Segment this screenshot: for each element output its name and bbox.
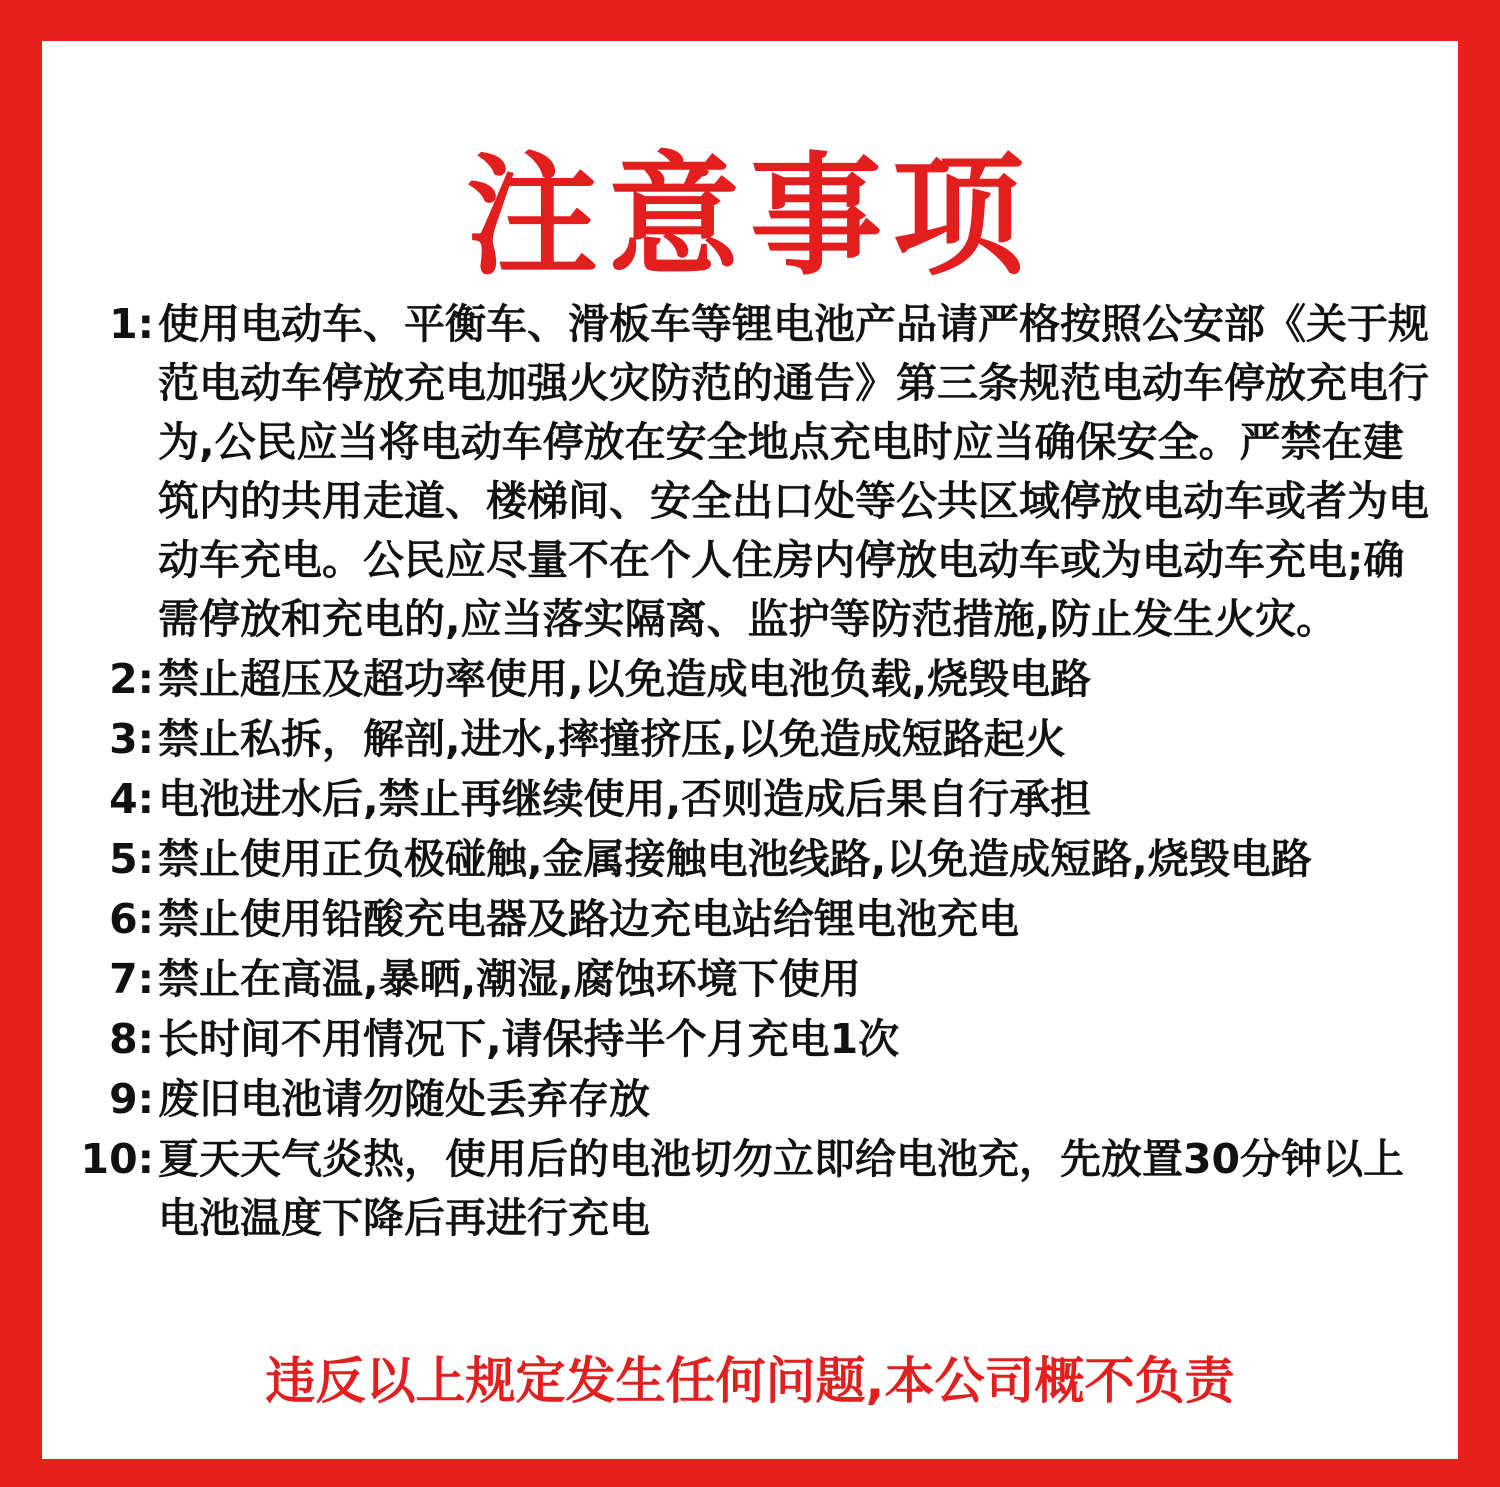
item-number: 6:	[109, 895, 154, 943]
item-text: 禁止使用铅酸充电器及路边充电站给锂电池充电	[158, 895, 1019, 943]
item-number: 2:	[109, 655, 154, 703]
notice-item-4	[42, 770, 1458, 829]
item-number: 4:	[109, 775, 154, 823]
item-number: 9:	[109, 1075, 154, 1123]
page-title: 注意事项	[466, 140, 1034, 294]
item-number: 1:	[109, 300, 154, 348]
item-number: 7:	[109, 955, 154, 1003]
notice-item-9	[42, 1070, 1458, 1129]
item-text: 废旧电池请勿随处丢弃存放	[158, 1075, 650, 1123]
item-number: 5:	[109, 835, 154, 883]
item-number: 10:	[80, 1135, 154, 1183]
notice-item-8	[42, 1010, 1458, 1069]
disclaimer-footer: 违反以上规定发生任何问题,本公司概不负责	[265, 1352, 1235, 1410]
notice-item-1	[42, 295, 1458, 649]
item-text: 使用电动车、平衡车、滑板车等锂电池产品请严格按照公安部《关于规范电动车停放充电加强火灾防范的通告》第三条规范电动车停放充电行为,公民应当将电动车停放在安全地点充电时应当确保安全。严禁在建筑内的共用走道、楼梯间、安全出口处等公共区域停放电动车或者为电动车充电。公民应尽量不在个人住房内停放电动车或为电动车充电;确需停放和充电的,应当落实隔离、监护等防范措施,防止发生火灾。	[158, 300, 1429, 643]
item-text: 电池进水后,禁止再继续使用,否则造成后果自行承担	[158, 775, 1092, 823]
notice-list	[42, 295, 1458, 1249]
item-text: 长时间不用情况下,请保持半个月充电1次	[158, 1015, 900, 1063]
item-text: 夏天天气炎热，使用后的电池切勿立即给电池充，先放置30分钟以上电池温度下降后再进行充电	[158, 1135, 1405, 1242]
notice-item-2	[42, 650, 1458, 709]
item-text: 禁止私拆，解剖,进水,摔撞挤压,以免造成短路起火	[158, 715, 1066, 763]
notice-item-3	[42, 710, 1458, 769]
notice-item-6	[42, 890, 1458, 949]
notice-sheet	[42, 41, 1458, 1459]
item-number: 3:	[109, 715, 154, 763]
item-text: 禁止超压及超功率使用,以免造成电池负载,烧毁电路	[158, 655, 1092, 703]
item-text: 禁止使用正负极碰触,金属接触电池线路,以免造成短路,烧毁电路	[158, 835, 1312, 883]
item-text: 禁止在高温,暴晒,潮湿,腐蚀环境下使用	[158, 955, 861, 1003]
item-number: 8:	[109, 1015, 154, 1063]
notice-item-7	[42, 950, 1458, 1009]
notice-item-10	[42, 1130, 1458, 1248]
notice-item-5	[42, 830, 1458, 889]
